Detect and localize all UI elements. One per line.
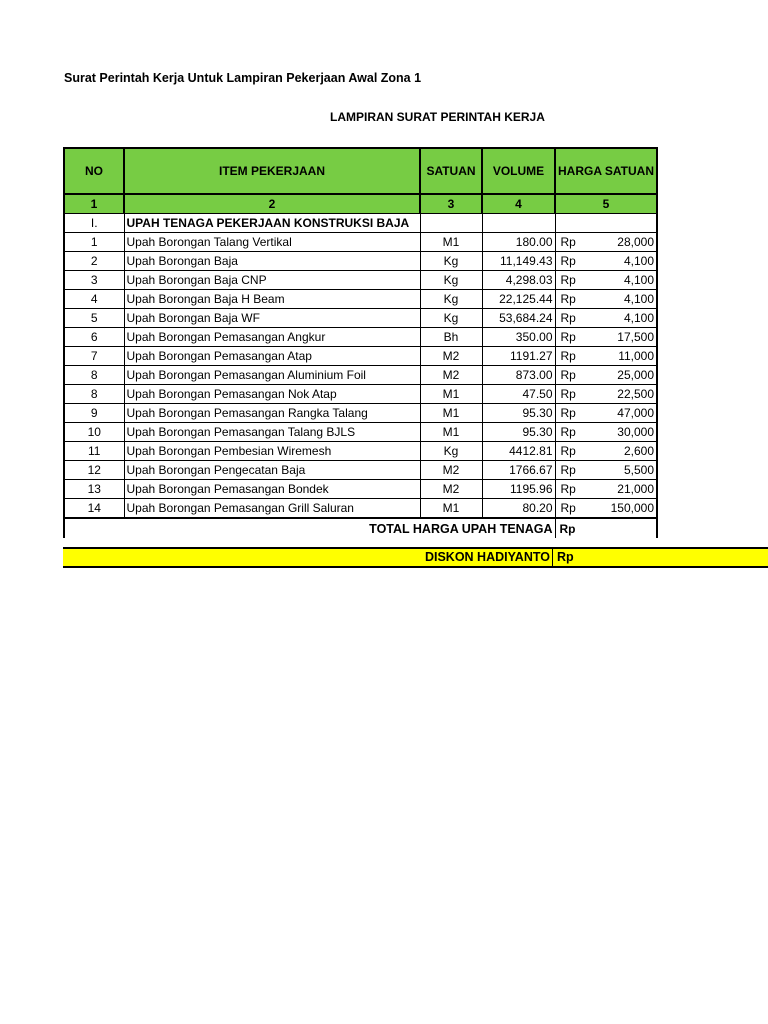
document-subtitle: LAMPIRAN SURAT PERINTAH KERJA — [330, 110, 545, 124]
row-volume: 95.30 — [482, 423, 555, 442]
row-volume: 11,149.43 — [482, 252, 555, 271]
section-title: UPAH TENAGA PEKERJAAN KONSTRUKSI BAJA — [124, 214, 420, 233]
row-volume: 95.30 — [482, 404, 555, 423]
row-harga-satuan — [555, 423, 657, 442]
column-number: 2 — [124, 194, 420, 214]
row-harga-satuan — [555, 252, 657, 271]
row-item: Upah Borongan Pemasangan Rangka Talang — [124, 404, 420, 423]
row-harga-satuan — [555, 480, 657, 499]
row-volume: 53,684.24 — [482, 309, 555, 328]
table-row — [64, 480, 657, 499]
row-currency: Rp — [560, 349, 576, 363]
column-number: 3 — [420, 194, 482, 214]
row-satuan: M2 — [420, 366, 482, 385]
table-row — [64, 499, 657, 519]
row-harga-satuan — [555, 499, 657, 519]
row-currency: Rp — [560, 463, 576, 477]
row-item: Upah Borongan Baja — [124, 252, 420, 271]
table-row — [64, 328, 657, 347]
discount-divider — [552, 549, 553, 566]
row-harga-value: 11,000 — [618, 349, 654, 363]
row-satuan: Kg — [420, 271, 482, 290]
table-row — [64, 385, 657, 404]
table-row — [64, 423, 657, 442]
row-currency: Rp — [560, 254, 576, 268]
column-number-row — [64, 194, 657, 214]
row-harga-value: 47,000 — [617, 406, 654, 420]
discount-row — [63, 547, 768, 568]
row-satuan: M1 — [420, 404, 482, 423]
row-number: 8 — [64, 385, 124, 404]
document-title: Surat Perintah Kerja Untuk Lampiran Pekerjaan Awal Zona 1 — [64, 71, 422, 85]
row-number: 2 — [64, 252, 124, 271]
table-row — [64, 309, 657, 328]
row-number: 5 — [64, 309, 124, 328]
table-row — [64, 366, 657, 385]
row-harga-value: 17,500 — [617, 330, 654, 344]
column-number: 4 — [482, 194, 555, 214]
row-harga-satuan — [555, 290, 657, 309]
discount-label: DISKON HADIYANTO — [424, 550, 550, 564]
row-currency: Rp — [560, 311, 576, 325]
row-volume: 47.50 — [482, 385, 555, 404]
total-currency: Rp — [555, 518, 657, 538]
row-currency: Rp — [560, 273, 576, 287]
row-currency: Rp — [560, 406, 576, 420]
row-volume: 350.00 — [482, 328, 555, 347]
row-item: Upah Borongan Baja CNP — [124, 271, 420, 290]
row-number: 6 — [64, 328, 124, 347]
column-number: 1 — [64, 194, 124, 214]
table-row — [64, 271, 657, 290]
row-currency: Rp — [560, 444, 576, 458]
row-volume: 80.20 — [482, 499, 555, 519]
row-number: 3 — [64, 271, 124, 290]
row-currency: Rp — [560, 482, 576, 496]
row-harga-satuan — [555, 461, 657, 480]
row-harga-satuan — [555, 404, 657, 423]
row-harga-value: 4,100 — [623, 311, 654, 325]
total-row — [64, 518, 657, 538]
row-harga-satuan — [555, 366, 657, 385]
row-volume: 4,298.03 — [482, 271, 555, 290]
row-satuan: Kg — [420, 290, 482, 309]
row-item: Upah Borongan Baja WF — [124, 309, 420, 328]
row-satuan: Kg — [420, 252, 482, 271]
row-harga-value: 21,000 — [617, 482, 654, 496]
row-harga-value: 22,500 — [617, 387, 654, 401]
row-satuan: Kg — [420, 309, 482, 328]
row-item: Upah Borongan Pengecatan Baja — [124, 461, 420, 480]
row-item: Upah Borongan Pemasangan Bondek — [124, 480, 420, 499]
row-satuan: M1 — [420, 499, 482, 519]
row-harga-value: 25,000 — [617, 368, 654, 382]
row-volume: 873.00 — [482, 366, 555, 385]
row-harga-value: 2,600 — [623, 444, 654, 458]
table-row — [64, 233, 657, 252]
row-number: 9 — [64, 404, 124, 423]
row-number: 1 — [64, 233, 124, 252]
row-item: Upah Borongan Talang Vertikal — [124, 233, 420, 252]
row-currency: Rp — [560, 387, 576, 401]
row-harga-value: 28,000 — [617, 235, 654, 249]
row-number: 11 — [64, 442, 124, 461]
row-satuan: M1 — [420, 385, 482, 404]
row-number: 7 — [64, 347, 124, 366]
row-number: 8 — [64, 366, 124, 385]
row-harga-satuan — [555, 309, 657, 328]
row-currency: Rp — [560, 235, 576, 249]
row-harga-satuan — [555, 271, 657, 290]
row-volume: 1191.27 — [482, 347, 555, 366]
row-item: Upah Borongan Pemasangan Aluminium Foil — [124, 366, 420, 385]
row-harga-value: 4,100 — [623, 292, 654, 306]
row-satuan: Kg — [420, 442, 482, 461]
row-item: Upah Borongan Pemasangan Grill Saluran — [124, 499, 420, 519]
row-number: 4 — [64, 290, 124, 309]
row-item: Upah Borongan Pembesian Wiremesh — [124, 442, 420, 461]
row-satuan: Bh — [420, 328, 482, 347]
table-row — [64, 442, 657, 461]
header-item: ITEM PEKERJAAN — [124, 148, 420, 194]
row-currency: Rp — [560, 425, 576, 439]
row-item: Upah Borongan Pemasangan Talang BJLS — [124, 423, 420, 442]
row-harga-satuan — [555, 233, 657, 252]
table-row — [64, 252, 657, 271]
row-harga-satuan — [555, 385, 657, 404]
row-item: Upah Borongan Baja H Beam — [124, 290, 420, 309]
row-satuan: M2 — [420, 347, 482, 366]
row-currency: Rp — [560, 501, 576, 515]
table-header-row — [64, 148, 657, 194]
header-volume: VOLUME — [482, 148, 555, 194]
row-satuan: M1 — [420, 423, 482, 442]
table-row — [64, 461, 657, 480]
row-volume: 22,125.44 — [482, 290, 555, 309]
row-harga-satuan — [555, 328, 657, 347]
row-item: Upah Borongan Pemasangan Angkur — [124, 328, 420, 347]
row-harga-value: 4,100 — [623, 254, 654, 268]
row-satuan: M2 — [420, 461, 482, 480]
header-satuan: SATUAN — [420, 148, 482, 194]
row-harga-value: 150,000 — [610, 501, 654, 515]
row-harga-satuan — [555, 442, 657, 461]
work-order-table — [63, 147, 658, 538]
row-item: Upah Borongan Pemasangan Atap — [124, 347, 420, 366]
discount-currency: Rp — [557, 550, 574, 564]
table-row — [64, 347, 657, 366]
row-satuan: M2 — [420, 480, 482, 499]
row-harga-value: 30,000 — [617, 425, 654, 439]
row-number: 14 — [64, 499, 124, 519]
row-volume: 1195.96 — [482, 480, 555, 499]
row-harga-satuan — [555, 347, 657, 366]
table-row — [64, 290, 657, 309]
table-row — [64, 404, 657, 423]
header-no: NO — [64, 148, 124, 194]
row-volume: 4412.81 — [482, 442, 555, 461]
row-number: 12 — [64, 461, 124, 480]
header-harga-satuan: HARGA SATUAN — [555, 148, 657, 194]
total-label: TOTAL HARGA UPAH TENAGA — [64, 518, 555, 538]
row-volume: 1766.67 — [482, 461, 555, 480]
row-currency: Rp — [560, 292, 576, 306]
row-number: 13 — [64, 480, 124, 499]
row-item: Upah Borongan Pemasangan Nok Atap — [124, 385, 420, 404]
row-currency: Rp — [560, 330, 576, 344]
row-number: 10 — [64, 423, 124, 442]
row-harga-value: 5,500 — [623, 463, 654, 477]
row-harga-value: 4,100 — [623, 273, 654, 287]
row-satuan: M1 — [420, 233, 482, 252]
row-currency: Rp — [560, 368, 576, 382]
section-number: I. — [64, 214, 124, 233]
column-number: 5 — [555, 194, 657, 214]
row-volume: 180.00 — [482, 233, 555, 252]
section-row — [64, 214, 657, 233]
